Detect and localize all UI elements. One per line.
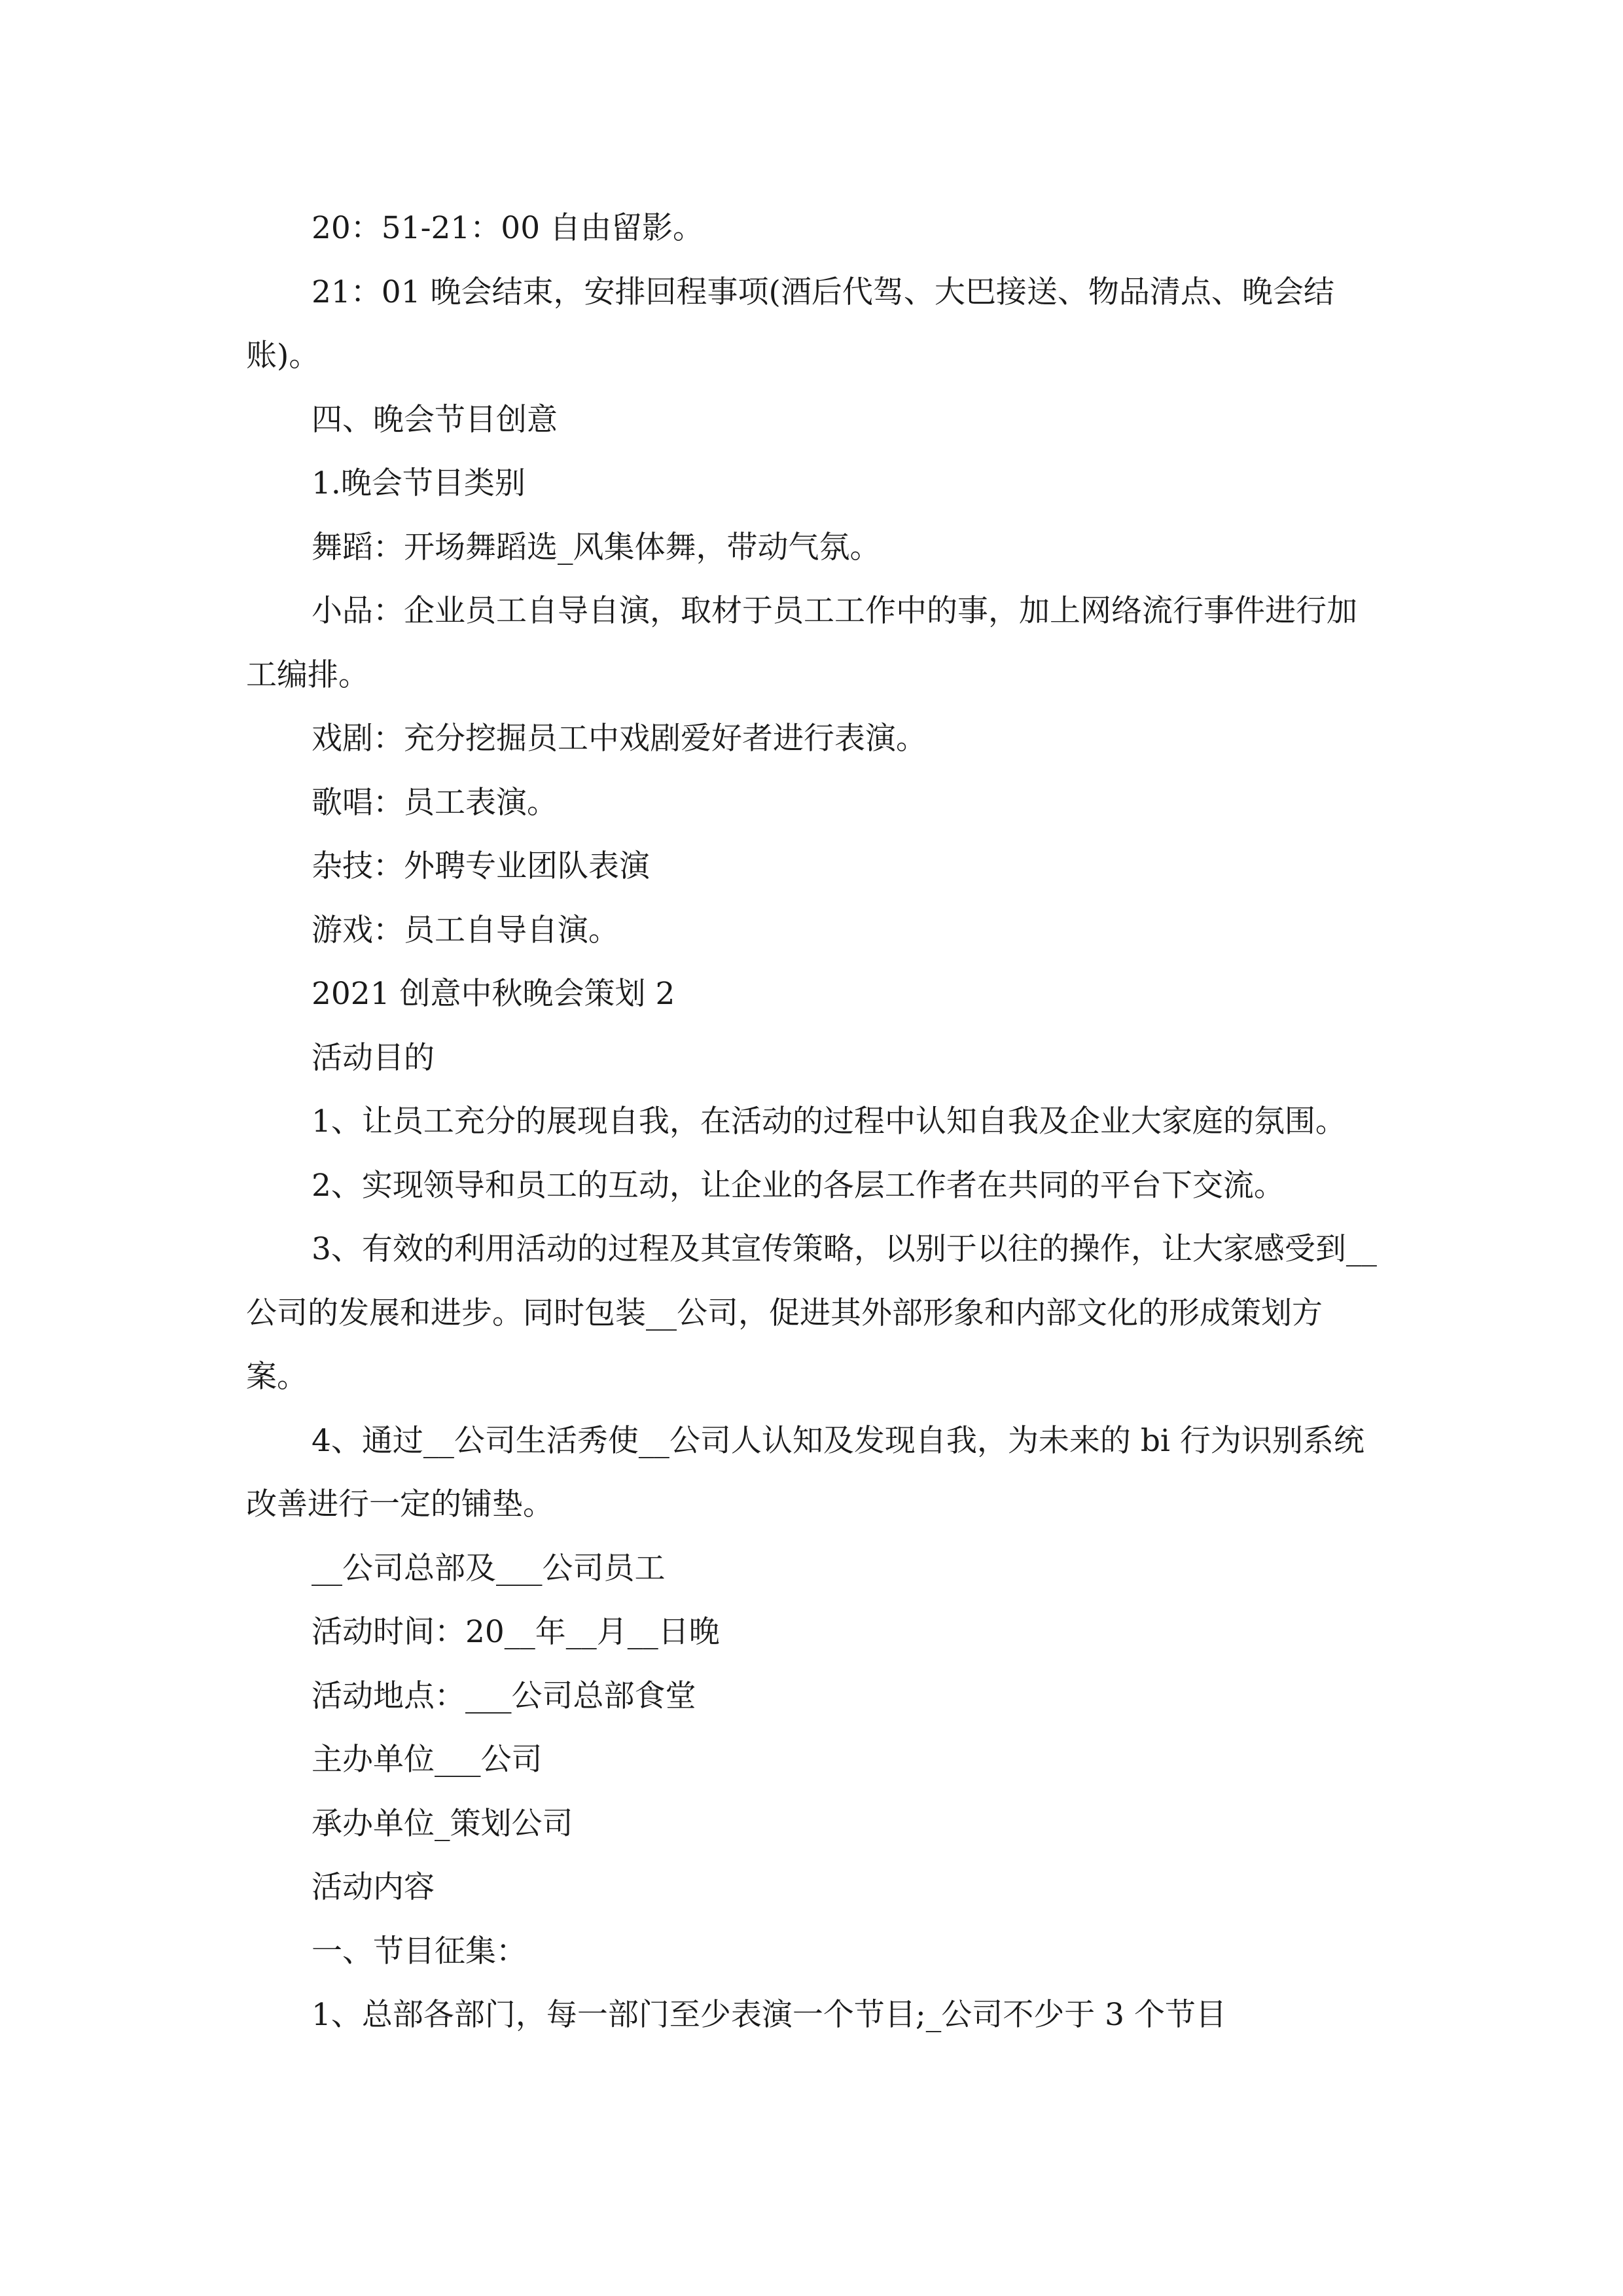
paragraph-co-organizer: 承办单位_策划公司	[312, 1805, 573, 1842]
paragraph-schedule-2101: 21：01 晚会结束，安排回程事项(酒后代驾、大巴接送、物品清点、晚会结账)。	[246, 274, 1334, 374]
purpose-item-2: 2、实现领导和员工的互动，让企业的各层工作者在共同的平台下交流。	[312, 1167, 1285, 1204]
purpose-item-3: 3、有效的利用活动的过程及其宣传策略，以别于以往的操作，让大家感受到__公司的发展和进步。同时包装__公司，促进其外部形象和内部文化的形成策划方案。	[246, 1231, 1377, 1395]
subheading-program-categories: 1.晚会节目类别	[312, 465, 526, 501]
heading-program-collection: 一、节目征集：	[312, 1933, 527, 1969]
paragraph-organizer: 主办单位___公司	[312, 1742, 543, 1778]
paragraph-singing: 歌唱：员工表演。	[312, 784, 558, 821]
paragraph-activity-time: 活动时间：20__年__月__日晚	[312, 1614, 720, 1650]
paragraph-acrobatics: 杂技：外聘专业团队表演	[312, 848, 650, 884]
paragraph-games: 游戏：员工自导自演。	[312, 912, 619, 948]
heading-activity-content: 活动内容	[312, 1869, 435, 1905]
section-heading-program-ideas: 四、晚会节目创意	[312, 401, 558, 438]
purpose-item-1: 1、让员工充分的展现自我，在活动的过程中认知自我及企业大家庭的氛围。	[312, 1103, 1346, 1139]
paragraph-activity-location: 活动地点：___公司总部食堂	[312, 1677, 696, 1714]
paragraph-drama: 戏剧：充分挖掘员工中戏剧爱好者进行表演。	[312, 721, 927, 757]
collection-item-1: 1、总部各部门，每一部门至少表演一个节目;_公司不少于 3 个节目	[312, 1997, 1227, 2033]
paragraph-schedule-2051: 20：51-21：00 自由留影。	[312, 210, 704, 246]
purpose-item-4: 4、通过__公司生活秀使__公司人认知及发现自我，为未来的 bi 行为识别系统改善进行一定的铺垫。	[246, 1422, 1364, 1522]
paragraph-participants: __公司总部及___公司员工	[312, 1550, 666, 1587]
heading-activity-purpose: 活动目的	[312, 1039, 435, 1076]
paragraph-skit: 小品：企业员工自导自演，取材于员工工作中的事，加上网络流行事件进行加工编排。	[246, 593, 1357, 693]
document-title-plan-2: 2021 创意中秋晚会策划 2	[312, 976, 675, 1012]
paragraph-dance: 舞蹈：开场舞蹈选_风集体舞，带动气氛。	[312, 529, 881, 565]
document-body	[246, 196, 1378, 2047]
